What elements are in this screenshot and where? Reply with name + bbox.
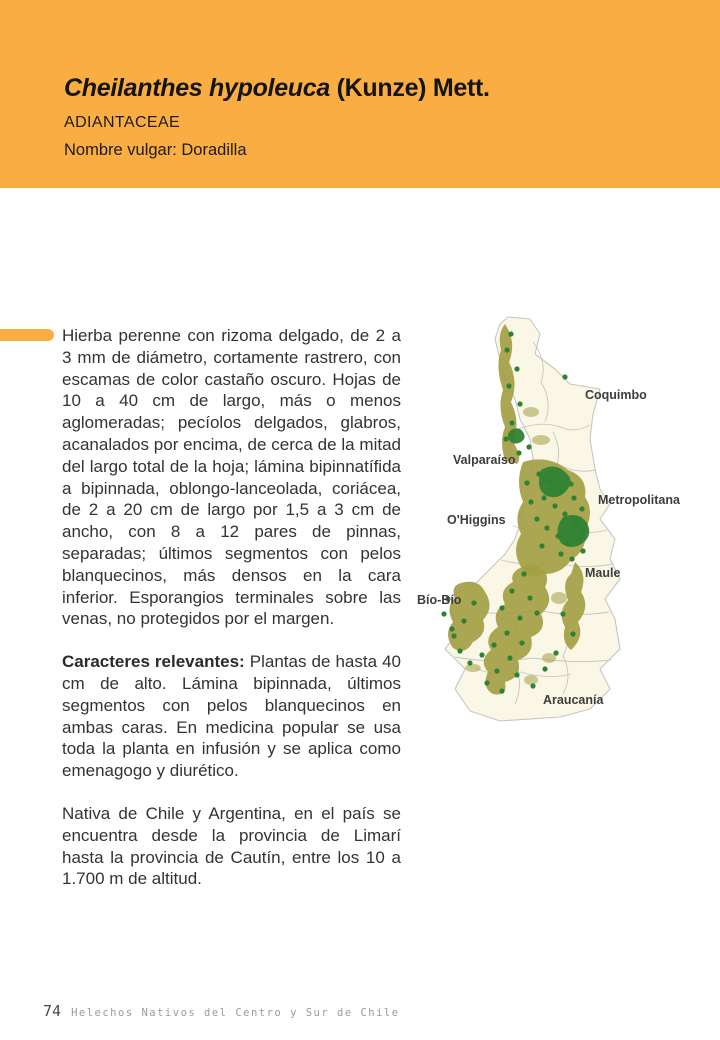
page-title xyxy=(64,74,700,102)
record-dot xyxy=(542,666,547,671)
record-dot xyxy=(509,588,514,593)
description-column xyxy=(62,325,401,890)
record-dot xyxy=(562,511,567,516)
record-dot xyxy=(570,631,575,636)
record-dot xyxy=(508,331,513,336)
record-dot xyxy=(576,536,581,541)
map-label-maule: Maule xyxy=(585,566,621,580)
relevant-characters-text: Plantas de hasta 40 cm de alto. Lámina bipinnada, últimos segmentos con pelos blanquecinos en ambas caras. En medicina popular se usa toda la planta en infusión y se aplica como emenagogo y diurético. xyxy=(62,652,401,781)
map-label-biobio: Bío-Bío xyxy=(417,593,462,607)
record-dot xyxy=(451,633,456,638)
record-dot xyxy=(509,420,514,425)
relevant-characters-paragraph xyxy=(62,651,401,782)
record-dot xyxy=(568,481,573,486)
record-dot xyxy=(517,615,522,620)
common-name: Nombre vulgar: Doradilla xyxy=(64,141,247,159)
record-dot xyxy=(565,541,570,546)
record-dot xyxy=(534,516,539,521)
record-dot xyxy=(536,471,541,476)
record-dot xyxy=(521,571,526,576)
record-dot xyxy=(557,488,562,493)
map-label-araucania: Araucanía xyxy=(543,693,604,707)
map-label-coquimbo: Coquimbo xyxy=(585,388,647,402)
map-label-valparaiso: Valparaíso xyxy=(453,453,516,467)
record-dot xyxy=(547,479,552,484)
record-dot xyxy=(527,595,532,600)
distribution-map xyxy=(413,312,715,724)
record-dot xyxy=(503,436,508,441)
record-dot xyxy=(526,444,531,449)
record-dot xyxy=(491,642,496,647)
record-dot xyxy=(516,450,521,455)
book-title: Helechos Nativos del Centro y Sur de Chile xyxy=(71,1007,400,1019)
morphology-paragraph: Hierba perenne con rizoma delgado, de 2 a 3 mm de diámetro, cortamente rastrero, con escamas de color castaño oscuro. Hojas de 10 a 40 cm de largo, más o menos aglomeradas; pecíolos delgados, glabros, acanalados por encima, de cerca de la mitad del largo total de la hoja; lámina bipinnatífida a bipinnada, oblongo-lanceolada, coriácea, de 2 a 20 cm de largo por 1,5 a 3 cm de ancho, con 8 a 12 pares de pinnas, separadas; últimos segmentos con pelos blanquecinos, más densos en la cara inferior. Esporangios terminales sobre las venas, no protegidos por el margen. xyxy=(62,326,401,629)
record-dot xyxy=(441,611,446,616)
record-dot xyxy=(484,680,489,685)
family-name: ADIANTACEAE xyxy=(64,114,181,131)
map-label-metropolitana: Metropolitana xyxy=(598,493,680,507)
page-footer xyxy=(43,1002,400,1020)
record-dot xyxy=(519,640,524,645)
record-dot xyxy=(449,626,454,631)
record-dot xyxy=(467,660,472,665)
record-dot xyxy=(544,525,549,530)
record-dot xyxy=(539,543,544,548)
page-number: 74 xyxy=(43,1002,62,1020)
record-dot xyxy=(528,499,533,504)
record-dot xyxy=(504,347,509,352)
record-dot xyxy=(534,610,539,615)
distribution-paragraph: Nativa de Chile y Argentina, en el país se encuentra desde la provincia de Limarí hasta la provincia de Cautín, entre los 10 a 1.700 m de altitud. xyxy=(62,803,401,889)
record-dot xyxy=(555,533,560,538)
paragraph-accent-marker xyxy=(0,329,54,341)
record-dot xyxy=(499,688,504,693)
record-dot xyxy=(494,668,499,673)
species-authority: (Kunze) Mett. xyxy=(330,74,490,102)
record-dot xyxy=(499,605,504,610)
record-dot xyxy=(514,366,519,371)
record-dot xyxy=(560,611,565,616)
record-dot xyxy=(457,648,462,653)
record-dot xyxy=(541,495,546,500)
record-dot xyxy=(514,672,519,677)
species-header xyxy=(0,0,720,188)
record-dot xyxy=(471,600,476,605)
record-dot xyxy=(517,401,522,406)
record-dot xyxy=(569,556,574,561)
record-dot xyxy=(507,655,512,660)
record-dot xyxy=(504,630,509,635)
record-dot xyxy=(530,683,535,688)
species-name: Cheilanthes hypoleuca xyxy=(64,74,330,102)
record-dot xyxy=(552,503,557,508)
record-dot xyxy=(581,528,586,533)
record-dot xyxy=(524,480,529,485)
record-dot xyxy=(573,519,578,524)
record-dot xyxy=(506,383,511,388)
chile-map-svg xyxy=(413,312,715,724)
relevant-characters-label: Caracteres relevantes: xyxy=(62,652,245,672)
record-dot xyxy=(479,652,484,657)
record-dot xyxy=(558,551,563,556)
record-dot xyxy=(553,650,558,655)
record-dot xyxy=(579,506,584,511)
record-dot xyxy=(571,495,576,500)
record-dot xyxy=(580,548,585,553)
record-dot xyxy=(461,618,466,623)
record-dot xyxy=(562,374,567,379)
map-label-ohiggins: O'Higgins xyxy=(447,513,506,527)
